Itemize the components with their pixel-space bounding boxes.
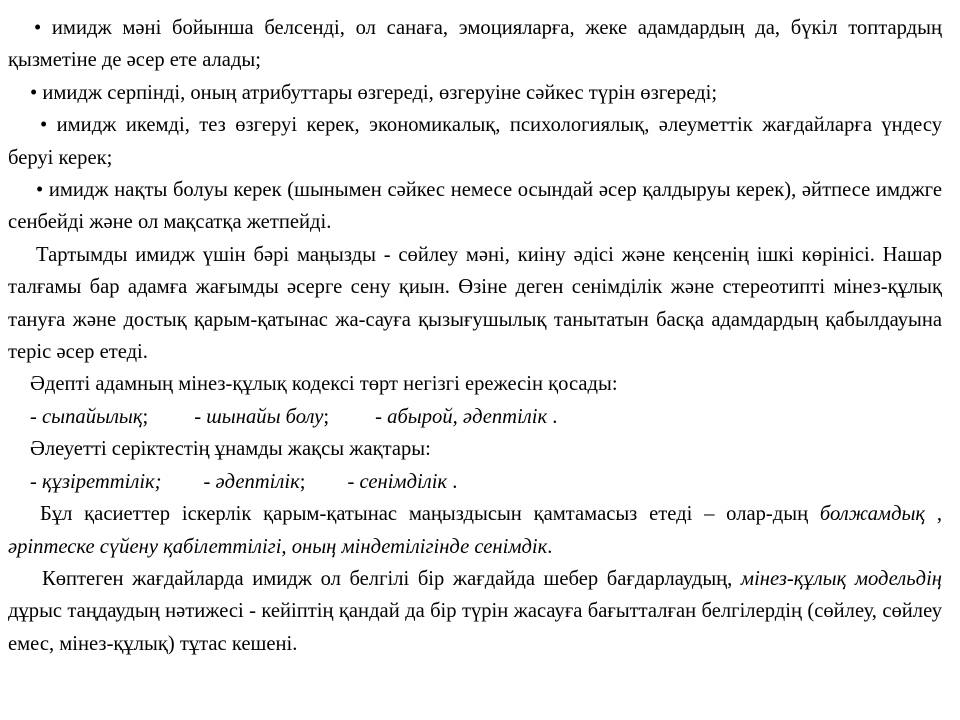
- bullet-flexible: • имидж икемді, тез өзгеруі керек, экономикалық, психологиялық, әлеуметтік жағдайларға үндесу беруі керек;: [8, 114, 942, 169]
- term-commitment: оның міндетілігінде сенімдік: [291, 535, 548, 558]
- document-page: [8, 12, 942, 660]
- partner-item-1: - құзіреттілік;: [30, 470, 162, 493]
- bullet-real: • имидж нақты болуы керек (шынымен сәйкес немесе осындай әсер қалдыруы керек), әйтпесе имджге сенбейді және ол мақсатқа жетпейді.: [8, 179, 942, 234]
- code-item-2: - шынайы болу;: [194, 405, 330, 428]
- partner-item-2: - әдептілік;: [203, 470, 306, 493]
- partner-items-line: [8, 466, 942, 498]
- bullet-dynamic: • имидж серпінді, оның атрибуттары өзгереді, өзгеруіне сәйкес түрін өзгереді;: [30, 81, 718, 104]
- term-predictability: болжамдық: [819, 503, 926, 526]
- code-item-3: - абырой, әдептілік .: [375, 405, 558, 428]
- partner-item-3: - сенімділік .: [347, 470, 458, 493]
- paragraph-attractive-image: Тартымды имидж үшін бәрі маңызды - сөйлеу мәні, киіну әдісі және кеңсенің ішкі көрінісі. Нашар талғамы бар адамға жағымды әсерге сену қиын. Өзіне деген сенімділік және стереотипті мінез-құлық тануға және достық қарым-қатынас жа-сауға қызығушылық танытатын басқа адамдардың қабылдауына теріс әсер етеді.: [8, 243, 942, 364]
- code-item-1: - сыпайылық;: [30, 405, 149, 428]
- partner-intro: Әлеуетті серіктестің ұнамды жақсы жақтары:: [30, 438, 431, 461]
- paragraph-qualities: Бұл қасиеттер іскерлік қарым-қатынас маңыздысын қамтамасыз етеді – олар-дың болжамдық , әріптеске сүйену қабілеттілігі, оның міндетілігінде сенімдік.: [8, 503, 942, 558]
- code-items-line: [8, 401, 942, 433]
- term-behavior-model: мінез-құлық модельдің: [740, 567, 943, 590]
- term-reliance: әріптеске сүйену қабілеттілігі: [8, 535, 282, 558]
- code-intro: Әдепті адамның мінез-құлық кодексі төрт негізгі ережесін қосады:: [30, 373, 618, 396]
- bullet-active: • имидж мәні бойынша белсенді, ол санаға, эмоцияларға, жеке адамдардың да, бүкіл топтардың қызметіне де әсер ете алады;: [8, 17, 942, 72]
- paragraph-final: Көптеген жағдайларда имидж ол белгілі бір жағдайда шебер бағдарлаудың, мінез-құлық модельдің дұрыс таңдаудың нәтижесі - кейіптің қандай да бір түрін жасауға бағытталған белгілердің (сөйлеу, сөйлеу емес, мінез-құлық) тұтас кешені.: [8, 567, 943, 655]
